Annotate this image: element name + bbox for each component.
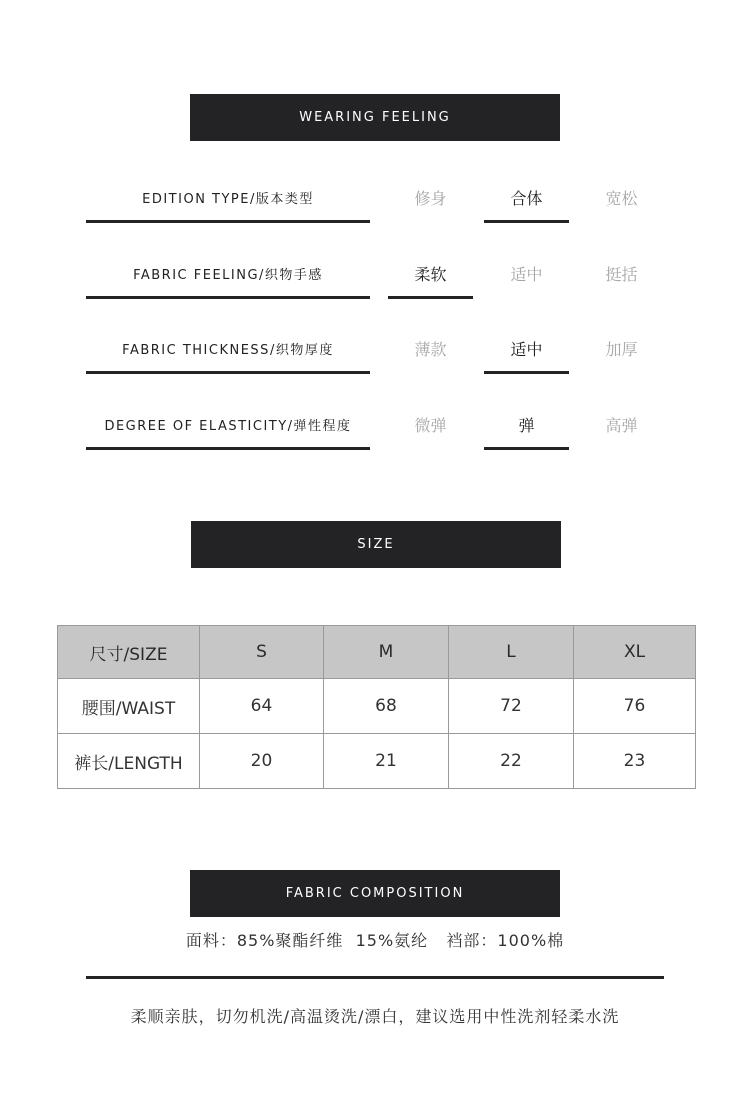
header-xl: XL xyxy=(574,626,696,679)
fabric-composition-title: FABRIC COMPOSITION xyxy=(285,886,465,901)
row-label: 腰围/WAIST xyxy=(58,679,200,734)
row-label: 裤长/LENGTH xyxy=(58,734,200,789)
size-title: SIZE xyxy=(357,537,395,552)
table-cell: 20 xyxy=(200,734,324,789)
table-cell: 72 xyxy=(449,679,574,734)
size-banner xyxy=(191,521,561,568)
header-s: S xyxy=(200,626,324,679)
edition-type-label: EDITION TYPE/版本类型 xyxy=(86,175,370,223)
edition-option-2-selected: 合体 xyxy=(484,175,569,223)
size-table-header xyxy=(58,626,696,679)
edition-option-1: 修身 xyxy=(414,189,447,208)
fabric-thickness-label: FABRIC THICKNESS/织物厚度 xyxy=(86,326,370,374)
thickness-option-3: 加厚 xyxy=(605,340,638,359)
elasticity-option-1: 微弹 xyxy=(414,416,447,435)
table-cell: 68 xyxy=(324,679,449,734)
table-row-waist xyxy=(58,679,696,734)
thickness-option-2-selected: 适中 xyxy=(484,326,569,374)
thickness-option-1: 薄款 xyxy=(414,340,447,359)
size-table xyxy=(57,625,696,789)
fabric-composition-banner xyxy=(190,870,560,917)
table-row-length xyxy=(58,734,696,789)
table-cell: 22 xyxy=(449,734,574,789)
elasticity-label: DEGREE OF ELASTICITY/弹性程度 xyxy=(86,402,370,450)
elasticity-option-3: 高弹 xyxy=(605,416,638,435)
table-cell: 76 xyxy=(574,679,696,734)
divider xyxy=(86,976,664,979)
header-m: M xyxy=(324,626,449,679)
elasticity-option-2-selected: 弹 xyxy=(484,402,569,450)
table-cell: 64 xyxy=(200,679,324,734)
fabric-thickness-row xyxy=(0,326,750,374)
feeling-option-2: 适中 xyxy=(510,265,543,284)
fabric-feeling-label: FABRIC FEELING/织物手感 xyxy=(86,251,370,299)
fabric-composition-text: 面料：85%聚酯纤维 15%氨纶 裆部：100%棉 xyxy=(185,931,565,950)
table-cell: 21 xyxy=(324,734,449,789)
elasticity-row xyxy=(0,402,750,450)
care-instructions: 柔顺亲肤，切勿机洗/高温烫洗/漂白，建议选用中性洗剂轻柔水洗 xyxy=(130,1007,620,1026)
feeling-option-3: 挺括 xyxy=(605,265,638,284)
fabric-feeling-row xyxy=(0,251,750,299)
wearing-feeling-title: WEARING FEELING xyxy=(299,110,451,125)
edition-option-3: 宽松 xyxy=(605,189,638,208)
table-cell: 23 xyxy=(574,734,696,789)
header-size: 尺寸/SIZE xyxy=(58,626,200,679)
edition-type-row xyxy=(0,175,750,223)
header-l: L xyxy=(449,626,574,679)
wearing-feeling-banner xyxy=(190,94,560,141)
feeling-option-1-selected: 柔软 xyxy=(388,251,473,299)
